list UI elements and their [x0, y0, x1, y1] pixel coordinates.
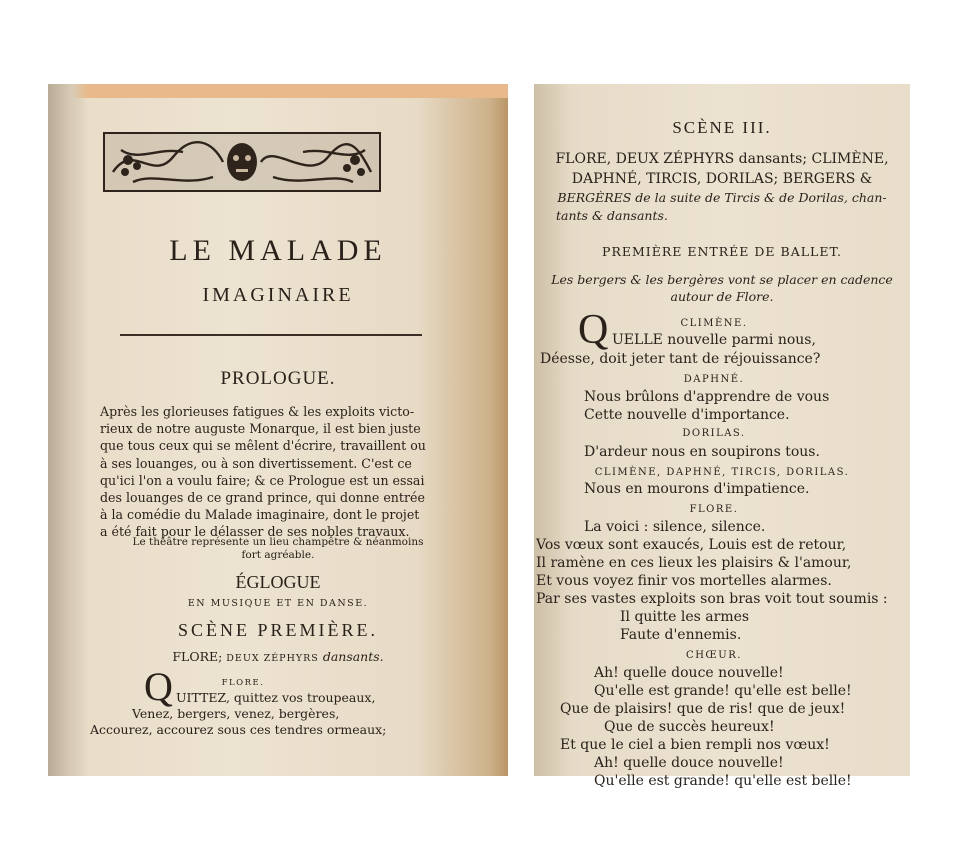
prologue-line: à la comédie du Malade imaginaire, dont le projet [100, 507, 420, 523]
verse-line: D'ardeur nous en soupirons tous. [584, 444, 820, 460]
verse-line: Cette nouvelle d'importance. [584, 407, 790, 423]
book-spine-shadow [48, 84, 88, 776]
speaker-flore: FLORE. [221, 678, 265, 688]
speaker-climene: CLIMÈNE. [680, 318, 748, 329]
cast-note: dansants. [322, 649, 384, 664]
speaker-dorilas: DORILAS. [682, 428, 746, 439]
speaker-chorus-four: CLIMÈNE, DAPHNÉ, TIRCIS, DORILAS. [594, 467, 850, 478]
book-subtitle: IMAGINAIRE [202, 284, 354, 306]
verse-line: Venez, bergers, venez, bergères, [132, 706, 340, 721]
verse-line: La voici : silence, silence. [584, 519, 766, 535]
prologue-line: rieux de notre auguste Monarque, il est bien juste [100, 421, 421, 437]
title-rule [120, 334, 422, 336]
verse-line: Faute d'ennemis. [620, 627, 742, 643]
eglogue-subheading: EN MUSIQUE ET EN DANSE. [187, 598, 369, 609]
scene-cast [48, 649, 508, 664]
verse-line: Vos vœux sont exaucés, Louis est de retour, [536, 537, 847, 553]
cast-name: DEUX ZÉPHYRS [226, 653, 323, 664]
prologue-paragraph [100, 403, 442, 541]
prologue-heading: PROLOGUE. [220, 368, 336, 389]
cast-name: FLORE; [172, 649, 227, 664]
stage-note-line: fort agréable. [241, 549, 315, 561]
chorus-line: Que de plaisirs! que de ris! que de jeux! [560, 701, 846, 717]
stage-note [88, 536, 468, 562]
page-top-edge [48, 84, 508, 98]
scene-heading: SCÈNE PREMIÈRE. [177, 620, 378, 640]
prologue-line: que tous ceux qui se mêlent d'écrire, travaillent ou [100, 438, 426, 454]
cast-line: tants & dansants. [556, 208, 668, 223]
chorus-line: Ah! quelle douce nouvelle! [594, 755, 784, 771]
stage-direction: Les bergers & les bergères vont se placer en cadence [551, 272, 893, 287]
prologue-line: à ses louanges, ou à son divertissement. C'est ce [100, 455, 412, 471]
scene-heading: SCÈNE III. [672, 118, 772, 137]
verse-line: Et vous voyez finir vos mortelles alarmes. [536, 573, 832, 589]
ornament-headpiece-icon [103, 132, 381, 192]
speaker-chorus: CHŒUR. [686, 650, 742, 661]
drop-cap: Q [144, 664, 173, 709]
verse-line: Déesse, doit jeter tant de réjouissance? [540, 351, 821, 367]
cast-line: DAPHNÉ, TIRCIS, DORILAS; BERGERS & [571, 171, 873, 187]
verse-line: Il quitte les armes [620, 609, 750, 625]
ballet-entry: PREMIÈRE ENTRÉE DE BALLET. [602, 244, 842, 259]
drop-cap: Q [578, 307, 609, 353]
verse-line: Nous en mourons d'impatience. [584, 481, 810, 497]
chorus-line: Ah! quelle douce nouvelle! [594, 665, 784, 681]
verse-line: Accourez, accourez sous ces tendres ormeaux; [90, 722, 387, 737]
chorus-line: Que de succès heureux! [604, 719, 775, 735]
verse-line: Par ses vastes exploits son bras voit tout soumis : [536, 591, 888, 607]
verse-line: UELLE nouvelle parmi nous, [612, 332, 816, 348]
left-page [48, 84, 508, 776]
prologue-line: Après les glorieuses fatigues & les exploits victo- [100, 404, 415, 419]
cast-line: BERGÈRES de la suite de Tircis & de Dorilas, chan- [557, 190, 887, 205]
speaker-daphne: DAPHNÉ. [683, 374, 745, 385]
prologue-line: qu'ici l'on a voulu faire; & ce Prologue est un essai [100, 472, 425, 488]
speaker-flore: FLORE. [689, 504, 739, 515]
chorus-line: Et que le ciel a bien rempli nos vœux! [560, 737, 830, 753]
eglogue-heading: ÉGLOGUE [235, 572, 321, 592]
prologue-line: a été fait pour le délasser de ses nobles travaux. [100, 524, 410, 540]
verse-line: Nous brûlons d'apprendre de vous [584, 389, 830, 405]
verse-line: Il ramène en ces lieux les plaisirs & l'amour, [536, 555, 852, 571]
right-page [534, 84, 910, 789]
verse-line: UITTEZ, quittez vos troupeaux, [176, 690, 376, 705]
stage-direction: autour de Flore. [670, 289, 774, 304]
cast-line: FLORE, DEUX ZÉPHYRS dansants; CLIMÈNE, [555, 151, 889, 167]
stage-note-line: Le théâtre représente un lieu champêtre & néanmoins [132, 536, 424, 548]
book-title: LE MALADE [169, 234, 387, 267]
chorus-line: Qu'elle est grande! qu'elle est belle! [594, 683, 852, 699]
chorus-line: Qu'elle est grande! qu'elle est belle! [594, 773, 852, 789]
prologue-line: des louanges de ce grand prince, qui donne entrée [100, 490, 425, 506]
